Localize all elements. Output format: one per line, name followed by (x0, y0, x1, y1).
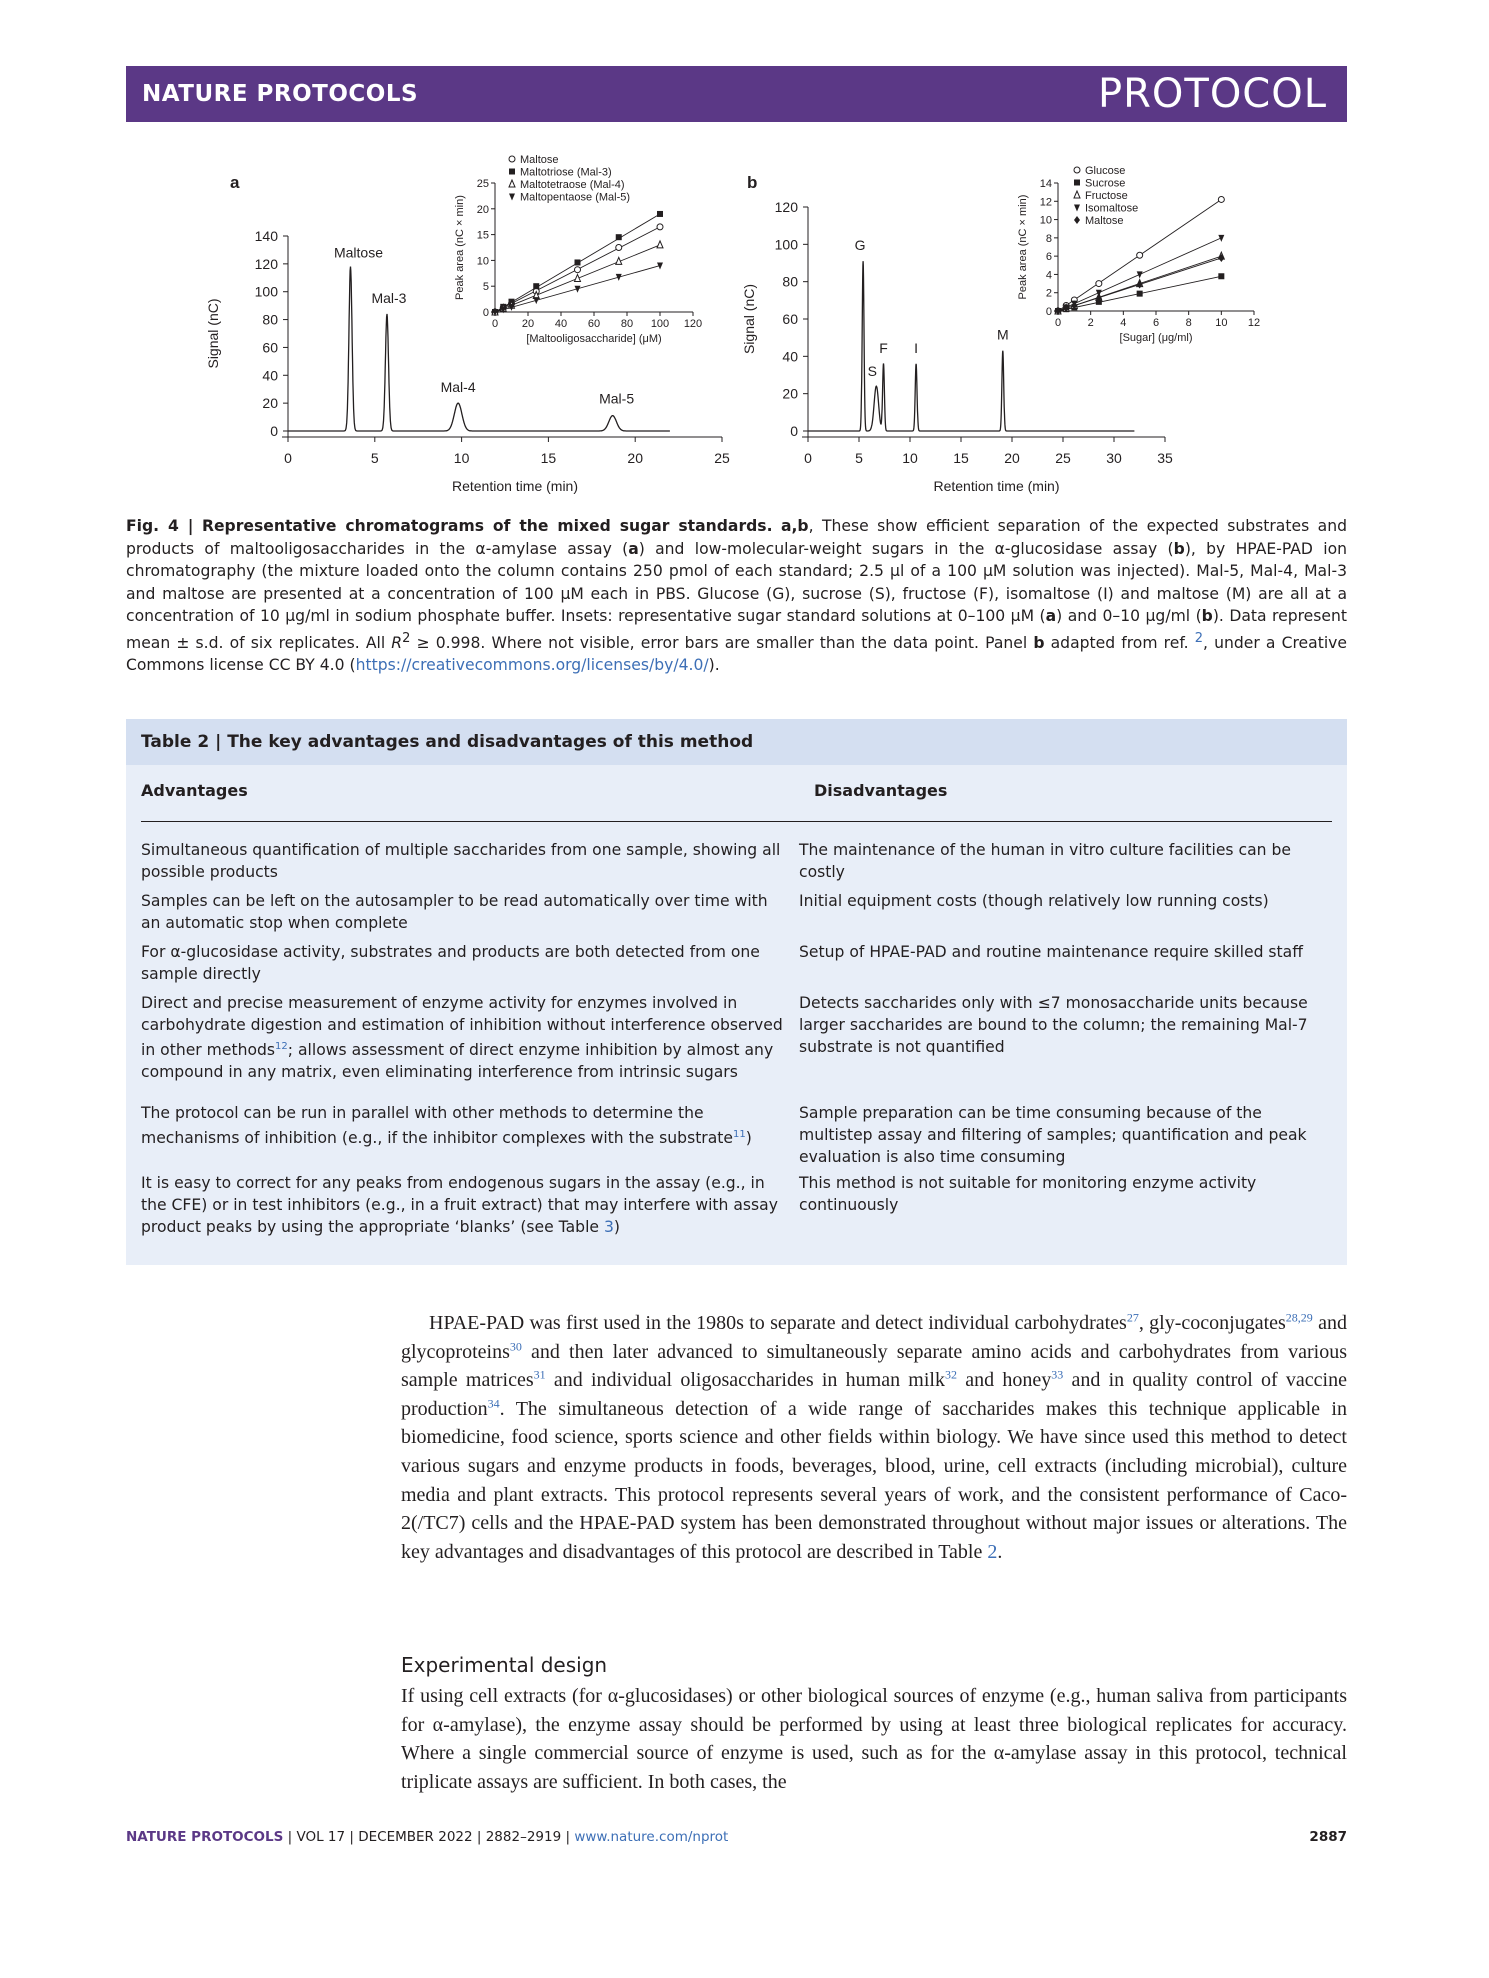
inset-y-tick-label: 20 (476, 203, 489, 216)
disadvantage-cell: The maintenance of the human in vitro culture facilities can be costly (799, 841, 1291, 881)
inset-x-tick-label: 6 (1152, 317, 1160, 329)
legend-marker (1074, 167, 1080, 173)
disadvantage-cell: This method is not suitable for monitoring enzyme activity continuously (799, 1174, 1257, 1214)
peak-label: Mal-3 (371, 290, 407, 306)
journal-name: NATURE PROTOCOLS (142, 81, 419, 107)
table-row (141, 890, 1332, 941)
y-axis-label: Signal (nC) (741, 283, 757, 355)
legend-entry: Maltose (520, 154, 559, 166)
y-tick-label: 20 (782, 385, 798, 402)
x-tick-label: 20 (1004, 450, 1020, 466)
inset-x-tick-label: 60 (587, 318, 601, 330)
inset-data-point (1137, 252, 1143, 258)
y-tick-label: 60 (782, 311, 798, 327)
inset-y-tick-label: 0 (1045, 306, 1052, 318)
inset-data-point (575, 259, 581, 265)
legend-entry: Fructose (1085, 190, 1128, 202)
y-tick-label: 100 (254, 283, 278, 300)
x-tick-label: 25 (714, 450, 730, 466)
inset-x-tick-label: 0 (491, 318, 499, 330)
figure-caption: Fig. 4 | Representative chromatograms of the mixed sugar standards. a,b, These show efficient separation of the expected substrates and products of maltooligosaccharides in the α-amylase assay (a) and low-molecular-weight sugars in the α-glucosidase assay (b), by HPAE-PAD ion chromatography (the mixture loaded onto the column contains 250 pmol of each standard; 2.5 μl of a 100 μM solution was injected). Mal-5, Mal-4, Mal-3 and maltose are presented at a concentration of 100 μM each in PBS. Glucose (G), sucrose (S), fructose (F), isomaltose (I) and maltose (M) are all at a concentration of 10 μg/ml in sodium phosphate buffer. Insets: representative sugar standard solutions at 0–100 μM (a) and 0–10 μg/ml (b). Data represent mean ± s.d. of six replicates. All $R^2 \ge 0.998$. Where not visible, error bars are smaller than the data point. Panel b adapted from ref. $^2$, under a Creative Commons license CC BY 4.0 (https://creativecommons.org/licenses/by/4.0/). (126, 517, 1347, 675)
y-tick-label: 80 (782, 273, 798, 290)
inset-y-tick-label: 0 (482, 307, 489, 319)
inset-x-tick-label: 100 (650, 318, 670, 330)
inset-y-tick-label: 5 (482, 281, 489, 294)
inset-y-axis-label: Peak area (nC × min) (1017, 194, 1029, 300)
inset-x-tick-label: 4 (1120, 317, 1127, 329)
inset-y-axis-label: Peak area (nC × min) (454, 195, 466, 300)
y-tick-label: 80 (262, 311, 278, 328)
disadvantage-cell: Setup of HPAE-PAD and routine maintenance require skilled staff (799, 943, 1303, 961)
inset-x-tick-label: 8 (1185, 317, 1192, 329)
footer-journal: NATURE PROTOCOLS (126, 1829, 284, 1845)
inset-data-point (616, 234, 622, 240)
journal-header (126, 66, 1347, 122)
legend-marker (509, 156, 515, 162)
inset-y-tick-label: 8 (1045, 232, 1052, 245)
legend-entry: Isomaltose (1085, 202, 1139, 215)
y-tick-label: 140 (254, 228, 278, 244)
inset-x-tick-label: 20 (521, 318, 535, 330)
ref-link[interactable]: 33 (1051, 1367, 1064, 1382)
legend-marker (509, 180, 515, 187)
x-tick-label: 15 (540, 450, 557, 466)
caption-ref-link[interactable]: 2 (1194, 630, 1204, 646)
table-row (141, 1102, 1332, 1172)
inset-data-point (1137, 280, 1143, 288)
y-tick-label: 40 (262, 367, 278, 384)
peak-label: G (854, 237, 866, 254)
advantage-cell: The protocol can be run in parallel with other methods to determine the mechanisms of inhibition (e.g., if the inhibitor complexes with the substrate$^{11}$) (141, 1104, 752, 1148)
inset-data-point (533, 283, 539, 289)
inset-x-tick-label: 120 (683, 318, 703, 330)
inset-x-tick-label: 0 (1054, 317, 1062, 329)
ref-link[interactable]: 34 (487, 1396, 500, 1411)
x-tick-label: 10 (902, 450, 918, 466)
ref-link[interactable]: 30 (509, 1338, 522, 1353)
inset-y-tick-label: 15 (476, 229, 489, 242)
table-ref-link[interactable]: 3 (603, 1218, 614, 1236)
inset-y-tick-label: 10 (1039, 214, 1052, 227)
table-ref-link[interactable]: 11 (732, 1129, 746, 1140)
table-row (141, 941, 1332, 992)
body-paragraph: HPAE-PAD was first used in the 1980s to separate and detect individual carbohydrates$^{27}$, gly-coconjugates$^{28,29}$ and glycoproteins$^{30}$ and then later advanced to simultaneously separate amino acids and carbohydrates from various sample matrices$^{31}$ and individual oligosaccharides in human milk$^{32}$ and honey$^{33}$ and in quality control of vaccine production$^{34}$. The simultaneous detection of a wide range of saccharides makes this technique applicable in biomedicine, food science, sports science and other fields within biology. We have since used this method to detect various sugars and enzyme products in foods, beverages, blood, urine, cell extracts (including microbial), culture media and plant extracts. This protocol represents several years of work, and the consistent performance of Caco-2(/TC7) cells and the HPAE-PAD system has been demonstrated throughout without major issues or alterations. The key advantages and disadvantages of this protocol are described in Table 2. (401, 1310, 1347, 1563)
inset-y-tick-label: 10 (476, 255, 489, 268)
advantage-cell: Direct and precise measurement of enzyme activity for enzymes involved in carbohydrate digestion and estimation of inhibition without interference observed in other methods$^{12}$; allows assessment of direct enzyme inhibition by almost any compound in any matrix, even eliminating interference from intrinsic sugars (141, 994, 783, 1082)
inset-data-point (1137, 291, 1143, 297)
chromatogram-figure (126, 140, 1347, 520)
peak-label: F (879, 339, 888, 356)
y-tick-label: 0 (270, 423, 278, 439)
legend-marker (1074, 205, 1080, 212)
y-axis-label: Signal (nC) (205, 298, 221, 369)
y-tick-label: 60 (262, 339, 278, 356)
legend-entry: Glucose (1085, 165, 1126, 177)
x-tick-label: 0 (284, 450, 292, 466)
page-footer (126, 1829, 1347, 1849)
x-tick-label: 30 (1106, 450, 1122, 466)
inset-x-axis-label: [Sugar] (μg/ml) (1119, 332, 1193, 344)
peak-label: I (914, 339, 919, 356)
inset-data-point (1218, 196, 1224, 202)
table-column-headers (141, 781, 1332, 822)
legend-marker (1074, 216, 1080, 224)
inset-data-point (1218, 254, 1224, 262)
inset-x-tick-label: 2 (1087, 317, 1094, 329)
ref-link[interactable]: 32 (944, 1367, 957, 1382)
inset-data-point (657, 211, 663, 217)
table-ref-link[interactable]: 12 (275, 1041, 288, 1052)
inset-x-tick-label: 10 (1215, 317, 1228, 329)
inset-x-tick-label: 12 (1247, 317, 1261, 329)
disadvantage-cell: Sample preparation can be time consuming because of the multistep assay and filtering of samples; quantification and peak evaluation is also time consuming (799, 1104, 1307, 1166)
table-row (141, 992, 1332, 1102)
legend-marker (1074, 191, 1080, 198)
x-tick-label: 5 (855, 450, 863, 466)
legend-entry: Maltopentaose (Mal-5) (520, 191, 631, 204)
chromatogram-trace (808, 261, 1134, 431)
legend-marker (1074, 180, 1080, 186)
x-tick-label: 35 (1157, 450, 1173, 466)
inset-data-point (657, 224, 663, 230)
y-tick-label: 20 (262, 395, 278, 412)
x-axis-label: Retention time (min) (933, 478, 1060, 494)
ref-link[interactable]: 28,29 (1285, 1310, 1313, 1325)
disadvantage-cell: Detects saccharides only with ≤7 monosaccharide units because larger saccharides are bound to the column; the remaining Mal-7 substrate is not quantified (799, 994, 1308, 1056)
table-row (141, 1172, 1332, 1242)
legend-entry: Maltotriose (Mal-3) (520, 166, 612, 179)
inset-y-tick-label: 14 (1039, 178, 1052, 190)
peak-label: Maltose (333, 244, 384, 261)
advantage-cell: Samples can be left on the autosampler to be read automatically over time with an automatic stop when complete (141, 892, 768, 932)
x-tick-label: 15 (953, 450, 969, 466)
inset-x-tick-label: 40 (554, 318, 568, 330)
x-tick-label: 0 (804, 450, 812, 466)
inset-data-point (575, 267, 581, 273)
inset-y-tick-label: 6 (1045, 251, 1052, 264)
x-tick-label: 20 (627, 450, 643, 466)
caption-title: Representative chromatograms of the mixed sugar standards. (201, 517, 773, 535)
y-tick-label: 120 (774, 199, 798, 215)
table-2 (126, 719, 1347, 1265)
peak-label: S (867, 363, 878, 380)
column-header-disadvantages: Disadvantages (814, 781, 948, 800)
inset-data-point (657, 241, 663, 248)
y-tick-label: 0 (790, 423, 798, 439)
inset-x-axis-label: [Maltooligosaccharide] (μM) (526, 333, 662, 345)
peak-label: M (996, 326, 1009, 343)
legend-entry: Maltotetraose (Mal-4) (520, 179, 625, 191)
disadvantage-cell: Initial equipment costs (though relatively low running costs) (799, 892, 1269, 910)
inset-y-tick-label: 4 (1045, 269, 1052, 282)
panel-label-a: a (230, 173, 240, 192)
section-heading: Experimental design (401, 1653, 608, 1677)
inset-x-tick-label: 80 (620, 318, 634, 330)
legend-marker (509, 169, 515, 175)
advantage-cell: Simultaneous quantification of multiple saccharides from one sample, showing all possible products (141, 841, 781, 881)
peak-label: Mal-5 (599, 390, 635, 407)
inset-data-point (616, 245, 622, 251)
y-tick-label: 120 (254, 255, 278, 272)
peak-label: Mal-4 (440, 379, 476, 396)
table-link[interactable]: 2 (987, 1540, 998, 1563)
table-body (141, 839, 1332, 1242)
ref-link[interactable]: 27 (1126, 1310, 1139, 1325)
inset-y-tick-label: 2 (1045, 287, 1052, 300)
legend-marker (509, 194, 515, 201)
advantage-cell: It is easy to correct for any peaks from endogenous sugars in the assay (e.g., in the CFE) or in test inhibitors (e.g., in a fruit extract) that may interfere with assay product peaks by using the appropriate ‘blanks’ (see Table 3) (141, 1174, 778, 1236)
section-paragraph: If using cell extracts (for α-glucosidases) or other biological sources of enzyme (e.g., human saliva from participants for α-amylase), the enzyme assay should be performed by using at least three biological replicates for accuracy. Where a single commercial source of enzyme is used, such as for the α-amylase assay in this protocol, technical triplicate assays are sufficient. In both cases, the (401, 1685, 1347, 1793)
inset-y-tick-label: 12 (1039, 196, 1052, 209)
y-tick-label: 100 (774, 236, 798, 253)
x-tick-label: 10 (453, 450, 470, 466)
page-number: 2887 (1309, 1829, 1347, 1845)
article-type: PROTOCOL (1097, 71, 1327, 117)
footer-url-link[interactable]: www.nature.com/nprot (574, 1829, 729, 1845)
x-tick-label: 5 (370, 450, 379, 466)
x-axis-label: Retention time (min) (451, 478, 579, 494)
column-header-advantages: Advantages (141, 781, 248, 800)
inset-data-point (1218, 273, 1224, 279)
footer-volume: | VOL 17 | DECEMBER 2022 | 2882–2919 | (283, 1829, 575, 1845)
panel-label-b: b (747, 173, 758, 192)
legend-entry: Maltose (1085, 215, 1124, 227)
ref-link[interactable]: 31 (533, 1367, 546, 1382)
figure-4 (126, 140, 1347, 520)
table-row (141, 839, 1332, 890)
advantage-cell: For α-glucosidase activity, substrates and products are both detected from one sample directly (141, 943, 760, 983)
inset-data-point (1096, 281, 1102, 287)
x-tick-label: 25 (1055, 450, 1071, 466)
table-title: Table 2 | The key advantages and disadvantages of this method (126, 719, 1347, 765)
license-link[interactable]: https://creativecommons.org/licenses/by/4.0/ (355, 656, 709, 675)
caption-panels: a,b (780, 517, 809, 535)
inset-y-tick-label: 25 (476, 178, 489, 190)
legend-entry: Sucrose (1085, 177, 1126, 190)
y-tick-label: 40 (782, 348, 798, 365)
caption-label: Fig. 4 | (126, 517, 194, 535)
